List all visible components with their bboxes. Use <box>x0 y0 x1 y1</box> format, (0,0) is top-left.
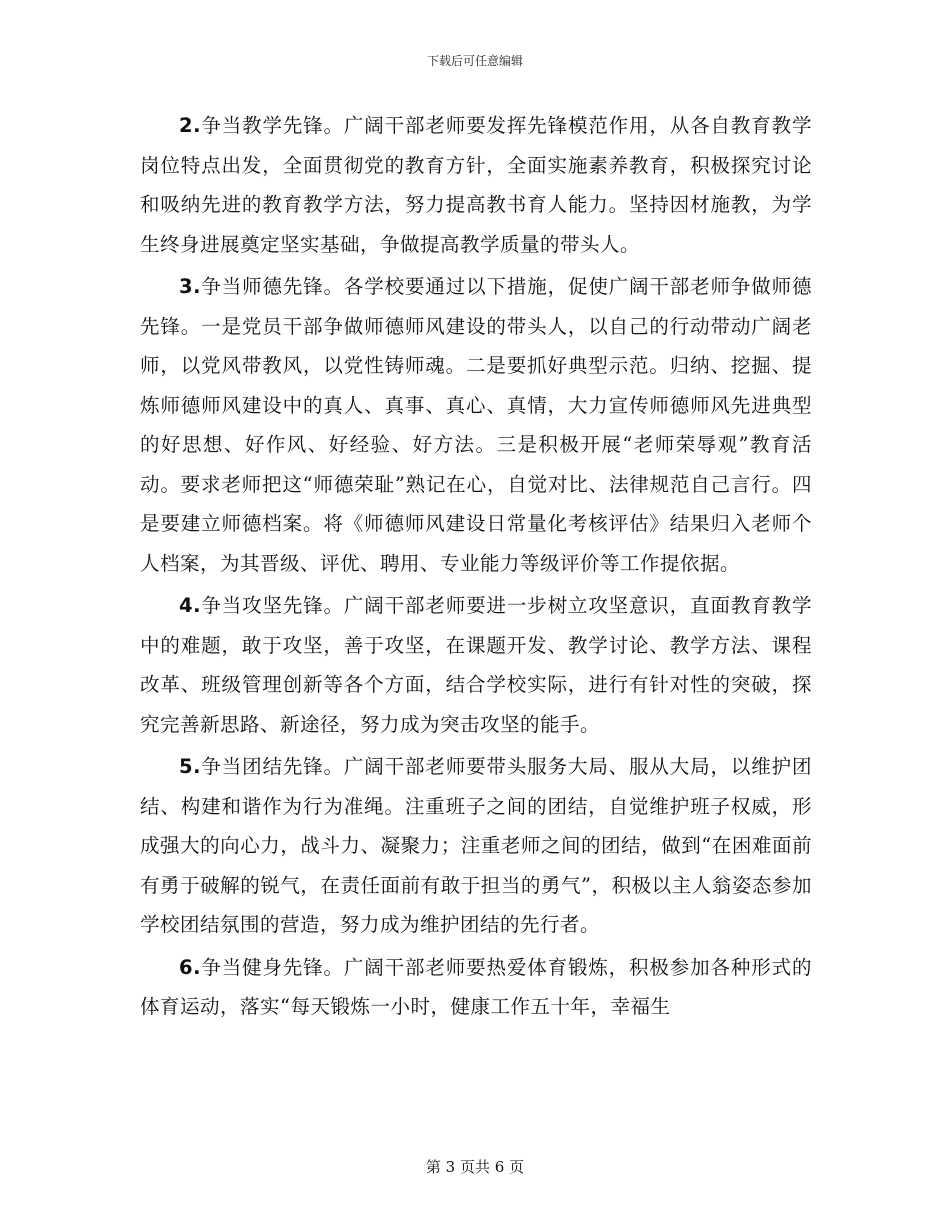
paragraph-6 <box>140 948 812 1027</box>
page-header: 下载后可任意编辑 <box>426 54 523 68</box>
paragraph-number: 6. <box>179 955 201 979</box>
paragraph-3 <box>140 267 812 583</box>
page-footer: 第 3 页共 6 页 <box>425 1158 525 1176</box>
paragraph-text: 争当教学先锋。广阔干部老师要发挥先锋模范作用，从各自教育教学岗位特点出发，全面贯彻党的教育方针，全面实施素养教育，积极探究讨论和吸纳先进的教育教学方法，努力提高教书育人能力。坚持因材施教，为学生终身进展奠定坚实基础，争做提高教学质量的带头人。 <box>140 114 812 256</box>
paragraph-number: 4. <box>179 594 201 617</box>
paragraph-number: 5. <box>179 755 201 778</box>
paragraph-text: 争当团结先锋。广阔干部老师要带头服务大局、服从大局，以维护团结、构建和谐作为行为准绳。注重班子之间的团结，自觉维护班子权威，形成强大的向心力，战斗力、凝聚力；注重老师之间的团结，做到“在困难面前有勇于破解的锐气，在责任面前有敢于担当的勇气”，积极以主人翁姿态参加学校团结氛围的营造，努力成为维护团结的先行者。 <box>140 755 812 936</box>
paragraph-number: 3. <box>179 275 201 298</box>
paragraph-text: 争当健身先锋。广阔干部老师要热爱体育锻炼，积极参加各种形式的体育运动，落实“每天锻炼一小时，健康工作五十年，幸福生 <box>140 955 812 1018</box>
paragraph-text: 争当师德先锋。各学校要通过以下措施，促使广阔干部老师争做师德先锋。一是党员干部争做师德师风建设的带头人，以自己的行动带动广阔老师，以党风带教风，以党性铸师魂。二是要抓好典型示范。归纳、挖掘、提炼师德师风建设中的真人、真事、真心、真情，大力宣传师德师风先进典型的好思想、好作风、好经验、好方法。三是积极开展“老师荣辱观”教育活动。要求老师把这“师德荣耻”熟记在心，自觉对比、法律规范自己言行。四是要建立师德档案。将《师德师风建设日常量化考核评估》结果归入老师个人档案，为其晋级、评优、聘用、专业能力等级评价等工作提依据。 <box>140 275 812 575</box>
paragraph-5 <box>140 747 812 945</box>
paragraph-text: 争当攻坚先锋。广阔干部老师要进一步树立攻坚意识，直面教育教学中的难题，敢于攻坚，善于攻坚，在课题开发、教学讨论、教学方法、课程改革、班级管理创新等各个方面，结合学校实际，进行有针对性的突破，探究完善新思路、新途径，努力成为突击攻坚的能手。 <box>140 594 812 736</box>
paragraph-number: 2. <box>179 114 201 137</box>
paragraph-2 <box>140 106 812 264</box>
paragraph-4 <box>140 586 812 744</box>
document-body <box>140 106 812 1027</box>
